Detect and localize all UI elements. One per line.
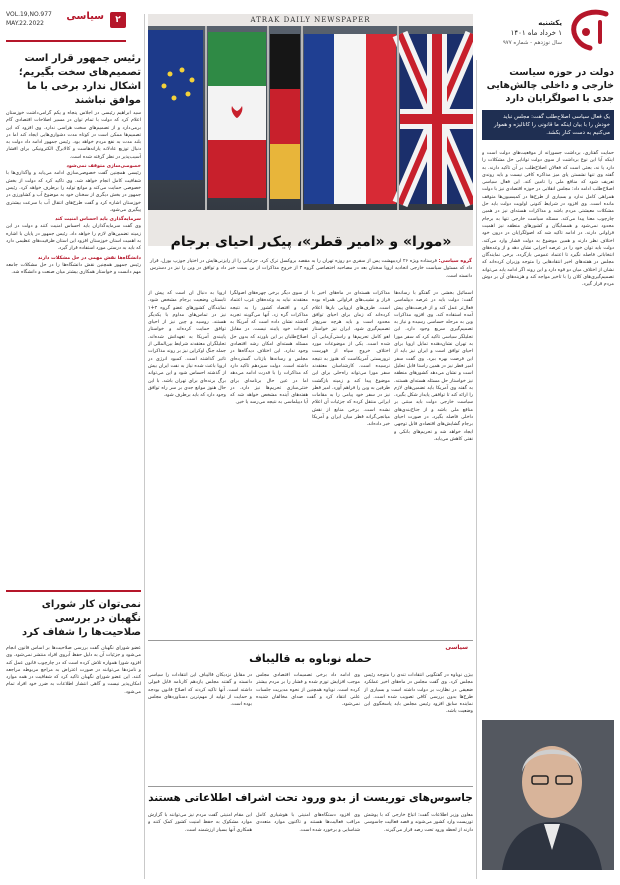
right-article-body: حمایت گفتاری، برداشت جسورانه از موقعیت‌های دولت است و اینکه آیا این نوع برداشت از سوی دولت توانایی حل مشکلات را دارد یا نه، بحثی است که فعالان اصلاح‌طلب بر آن تاکید دارند. به گفته وی تنها نشستن پای میز مذاکره کافی نیست و باید روندی تعریف شود که منافع ملی را تامین کند. این فعال سیاسی اصلاح‌طلب ادامه داد: مجلس انقلابی در حوزه اقتصادی نیز با دولت همراهی کامل ندارد و بسیاری از طرح‌ها در کمیسیون‌ها متوقف مانده است. وی افزود در شرایط کنونی اولویت دولت باید حل مشکلات معیشتی مردم باشد و مذاکرات هسته‌ای نیز در همین چارچوب معنا پیدا می‌کند. مسئله سیاست خارجی تنها به برجام محدود نمی‌شود و همسایگان و کشورهای منطقه نیز اهمیت فراوانی دارند. در ادامه تاکید شد که اصولگرایان در درون خود اختلاف نظر دارند و همین موضوع به دولت فشار وارد می‌کند. دولت باید توان خود را در عرصه اجرایی نشان دهد و از وعده‌های انتخاباتی فاصله نگیرد تا اعتماد عمومی بازگردد. برخی نمایندگان مجلس در هفته‌های اخیر انتقادهایی را متوجه وزیران کرده‌اند که نشان از اختلاف میان دو قوه دارد و این روند اگر ادامه یابد می‌تواند تصمیم‌گیری‌های کلان را با تاخیر مواجه کند و هزینه‌های آن بر دوش مردم قرار گیرد. xyxy=(482,151,614,288)
divider-right xyxy=(476,60,477,879)
middle-col-1: اسمائیل بخشی در گفتگو با رسانه‌ها گفت: دولت باید در عرصه دیپلماسی فعال‌تر عمل کند و از فرصت‌های پیش آمده استفاده کند. وی افزود مذاکرات وین به مرحله حساسی رسیده و نیاز به تصمیم‌گیری سریع وجود دارد. این تحلیلگر سیاسی تاکید کرد که سفر مورا به تهران نشان‌دهنده تمایل اروپا برای احیای توافق است و ایران نیز باید از این فرصت بهره ببرد. وی گفت سفر امیر قطر نیز در همین راستا قابل تحلیل است و نشان می‌دهد کشورهای منطقه نیز خواستار حل مسئله هسته‌ای هستند. به گفته وی آمریکا باید تضمین‌های لازم را ارائه کند تا توافقی پایدار شکل بگیرد. سیاست خارجی دولت باید مبتنی بر منافع ملی باشد و از جناح‌بندی‌های داخلی فاصله بگیرد. در صورت احیای برجام گشایش‌های اقتصادی قابل توجهی ایجاد خواهد شد و تحریم‌های بانکی و نفتی کاهش می‌یابد. xyxy=(394,291,473,442)
date-box xyxy=(476,18,562,48)
hero-lead xyxy=(150,258,472,280)
story-2-col-3: در مقابل نزدیکان قالیباف این انتقادات را سیاسی دانسته و گفتند مجلس یازدهم کارنامه قابل قبولی داشته است. آنها تاکید کردند که اصلاح قانون بودجه و حمایت از تولید از مهم‌ترین دستاوردهای مجلس بوده است. xyxy=(148,673,252,708)
logo-mark xyxy=(566,6,614,56)
left-headline-2: نمی‌توان کار شورای نگهبان در بررسی صلاحیت‌ها را شفاف کرد xyxy=(21,599,141,638)
middle-col-3: از سوی دیگر برخی چهره‌های اصولگرا معتقدند نباید به وعده‌های غرب اعتماد کرد و اقتصاد کشور را به نتیجه مذاکرات گره زد. آنها می‌گویند تجربه گذشته نشان داده است که آمریکا به تعهدات خود پایبند نیست. در مقابل اصلاح‌طلبان بر این باورند که بدون حل مسئله هسته‌ای امکان رشد اقتصادی وجود ندارد. این اختلاف دیدگاه‌ها در مجلس و رسانه‌ها بازتاب گسترده‌ای داشته است. دولت سیزدهم تاکید دارد که مذاکرات را با قدرت ادامه می‌دهد اما در عین حال برنامه‌ای برای خنثی‌سازی تحریم‌ها نیز دارد. در هفته‌های آینده مشخص خواهد شد که آیا دیپلماسی به نتیجه می‌رسد یا خیر. xyxy=(230,291,308,406)
story-2-col-1: بیژن نوباوه در گفتگویی انتقادات تندی را متوجه رئیس مجلس کرد. وی گفت مجلس در ماه‌های اخیر عملکرد ضعیفی در نظارت بر دولت داشته است و بسیاری از طرح‌ها بدون بررسی کافی تصویب شده است. این نماینده سابق افزود رئیس مجلس باید پاسخگوی این وضعیت باشد. xyxy=(364,673,473,715)
left-article-1-text-c: وی گفت سرمایه‌گذاران باید احساس امنیت کنند و دولت در این زمینه تضمین‌های لازم را خواهد داد. رئیس جمهور در پایان با اشاره به اهمیت استان خوزستان افزود این استان ظرفیت‌های عظیمی دارد که باید به درستی مورد استفاده قرار گیرد. xyxy=(6,224,141,252)
middle-col-2: مذاکرات هسته‌ای در ماه‌های اخیر با فراز و نشیب‌های فراوانی همراه بوده است. طرف‌های اروپایی بارها اعلام کرده‌اند که زمان برای احیای توافق محدود است و باید هرچه سریع‌تر تصمیم‌گیری شود. ایران نیز خواستار لغو کامل تحریم‌ها و راستی‌آزمایی آن شده است. یکی از موضوعات مورد اختلاف خروج سپاه از فهرست تروریستی آمریکاست که هنوز به نتیجه نرسیده است. کارشناسان معتقدند سفر مورا می‌تواند راه‌حلی برای این موضوع پیدا کند و زمینه بازگشت طرفین به وین را فراهم آورد. امیر قطر نیز در سفر خود پیامی را به مقامات ایرانی منتقل کرده که جزئیات آن اعلام نشده است. برخی منابع از نقش میانجی‌گرانه قطر میان ایران و آمریکا خبر داده‌اند. xyxy=(312,291,390,428)
volume-info xyxy=(6,10,52,28)
left-separator xyxy=(6,590,141,592)
section-tag: سیاسی xyxy=(445,644,468,651)
left-article-1-text: سید ابراهیم رئیسی در اجلاس پنجاه و یکم گرامی‌داشت خوزستان اعلام کرد که دولت با تمام توان در مسیر اصلاحات اقتصادی گام برمی‌دارد و از تصمیم‌های سخت هراسی ندارد. وی افزود که این تصمیم‌ها ممکن است در کوتاه مدت دشواری‌هایی ایجاد کند اما در بلند مدت به نفع مردم خواهد بود. رئیس جمهور ادامه داد دولت به دنبال توزیع عادلانه یارانه‌هاست و کالابرگ الکترونیکی برای اقشار آسیب‌پذیر در نظر گرفته شده است. xyxy=(6,111,141,160)
portrait-illustration xyxy=(482,720,614,870)
left-subhead-2: سرمایه‌گذاری باید احساس امنیت کند xyxy=(55,217,141,223)
left-article-2: عضو شورای نگهبان گفت بررسی صلاحیت‌ها بر اساس قانون انجام می‌شود و جزئیات آن به دلیل حفظ آبروی افراد منتشر نمی‌شود. وی افزود شورا همواره تلاش کرده است که در چارچوب قانون عمل کند و نامزدها می‌توانند در صورت اعتراض به مراجع مربوطه مراجعه کنند. این عضو شورای نگهبان تاکید کرد که شفافیت در همه موارد امکان‌پذیر نیست و گاهی انتشار اطلاعات به ضرر خود افراد تمام می‌شود. xyxy=(6,646,141,695)
date-persian: ۱ خرداد ماه ۱۴۰۱ xyxy=(510,29,562,37)
bottom-rule-2 xyxy=(148,786,473,787)
portrait-photo xyxy=(482,720,614,870)
volume-number: VOL.19,NO.977 xyxy=(6,11,52,18)
left-article-1 xyxy=(6,110,141,542)
right-subheadline: یک فعال سیاسی اصلاح‌طلب گفت: مجلس نباید خودش را با بیان اینکه ما قانونی را کانالیزه و هموار می‌کنیم به دست کنار بکشد. xyxy=(482,110,614,140)
story-2-col-2: وی ادامه داد برخی تصمیمات اقتصادی مجلس موجب افزایش تورم شده و فشار را بر مردم بیشتر کرده است. نوباوه همچنین از نحوه مدیریت جلسات علنی انتقاد کرد و گفت صدای مخالفان شنیده نمی‌شود. xyxy=(256,673,360,708)
hero-headline: «مورا» و «امیر قطر»، پیک‌ر احیای برجام xyxy=(170,234,452,250)
date-english: MAY.22.2022 xyxy=(6,20,44,27)
story-3-col-1: معاون وزیر اطلاعات گفت: اتباع خارجی که با پوشش توریست وارد کشور می‌شوند و قصد فعالیت جاسوسی دارند از لحظه ورود تحت رصد قرار می‌گیرند. xyxy=(364,813,473,833)
left-subhead-3: دانشگاه‌ها نقش مهمی در حل مشکلات دارند xyxy=(37,255,141,261)
section-header xyxy=(6,8,126,42)
paper-banner: ATRAK DAILY NEWSPAPER xyxy=(148,14,473,26)
left-article-1-text-d: رئیس جمهور همچنین نقش دانشگاه‌ها را در حل مشکلات جامعه مهم دانست و خواستار همکاری بیشتر میان صنعت و دانشگاه شد. xyxy=(6,262,141,276)
lead-label: گروه سیاسی: xyxy=(438,259,472,264)
middle-col-4: اروپا به دنبال آن است که پیش از تابستان وضعیت برجام مشخص شود. نمایندگان کشورهای عضو گروه ۴+۱ نیز در تماس‌های مداوم با یکدیگر هستند. روسیه و چین نیز از احیای توافق حمایت کرده‌اند و خواستار پایبندی آمریکا به تعهداتش شده‌اند. تحلیلگران معتقدند شرایط بین‌المللی از جمله جنگ اوکراین نیز بر روند مذاکرات تاثیر گذاشته است. کمبود انرژی در اروپا باعث شده نیاز به نفت ایران بیش از گذشته احساس شود و این می‌تواند برگ برنده‌ای برای تهران باشد. با این حال هنوز موانع جدی بر سر راه توافق وجود دارد که باید برطرف شود. xyxy=(148,291,226,399)
lead-text: فرستاده ویژه ۲۶ اردیبهشت پس از سفری دو روزه تهران را به مقصد بروکسل ترک کرد. جزئیاتی را از رایزنی‌هایش در اختیار جوزپ بورل، قرار داد که مسئول سیاست خارجی اتحادیه اروپا سخنان بعد در مصاحبه اختصاصی گروه ۳ از خروج مذاکرات از بن بست خبر داد و توافق در وین را نیز در دسترس دانسته است. xyxy=(150,259,472,279)
story-headline-2: حمله نوباوه به قالیباف xyxy=(249,652,372,665)
divider-left xyxy=(144,14,145,879)
flags-illustration xyxy=(148,14,473,246)
story-3-col-3: این مقام امنیتی گفت مردم نیز می‌توانند با گزارش موارد مشکوک به حفظ امنیت کشور کمک کنند و همکاری آنها بسیار ارزشمند است. xyxy=(148,813,252,833)
day-label: یکشنبه xyxy=(538,19,562,27)
story-3-col-2: وی افزود دستگاه‌های امنیتی با هوشیاری کامل مراقب فعالیت‌ها هستند و تاکنون موارد متعددی شناسایی و برخورد شده است. xyxy=(256,813,360,833)
section-name: سیاسی xyxy=(66,11,104,22)
right-headline: دولت در حوزه سیاست خارجی و داخلی چالش‌هایی جدی با اصولگرایان دارد xyxy=(486,67,614,104)
left-headline-1: رئیس جمهور قرار است تصمیم‌های سخت بگیریم؛ اشکال ندارد برخی با ما موافق نباشند xyxy=(18,53,141,106)
bottom-rule-1 xyxy=(148,640,473,641)
issue-meta: سال نوزدهم - شماره ۹۷۷ xyxy=(502,40,562,46)
page-number: ۲ xyxy=(110,12,126,28)
masthead xyxy=(474,6,614,58)
hero-photo-flags xyxy=(148,14,473,246)
logo xyxy=(566,6,614,56)
story-headline-3: جاسوس‌های توریست از بدو ورود تحت اشراف اطلاعاتی هستند xyxy=(148,792,473,804)
left-article-1-text-b: رئیسی همچنین گفت خصوصی‌سازی ادامه می‌یابد و واگذاری‌ها با شفافیت کامل انجام خواهد شد. وی تاکید کرد که دولت از بخش خصوصی حمایت می‌کند و موانع تولید را برطرف خواهد کرد. رئیس جمهور در بخش دیگری از سخنان خود به موضوع آب و کشاورزی در خوزستان اشاره کرد و گفت طرح‌های انتقال آب با سرعت بیشتری پیگیری می‌شود. xyxy=(6,171,141,213)
left-subhead-1: خصوصی‌سازی متوقف نمی‌شود xyxy=(66,164,141,170)
